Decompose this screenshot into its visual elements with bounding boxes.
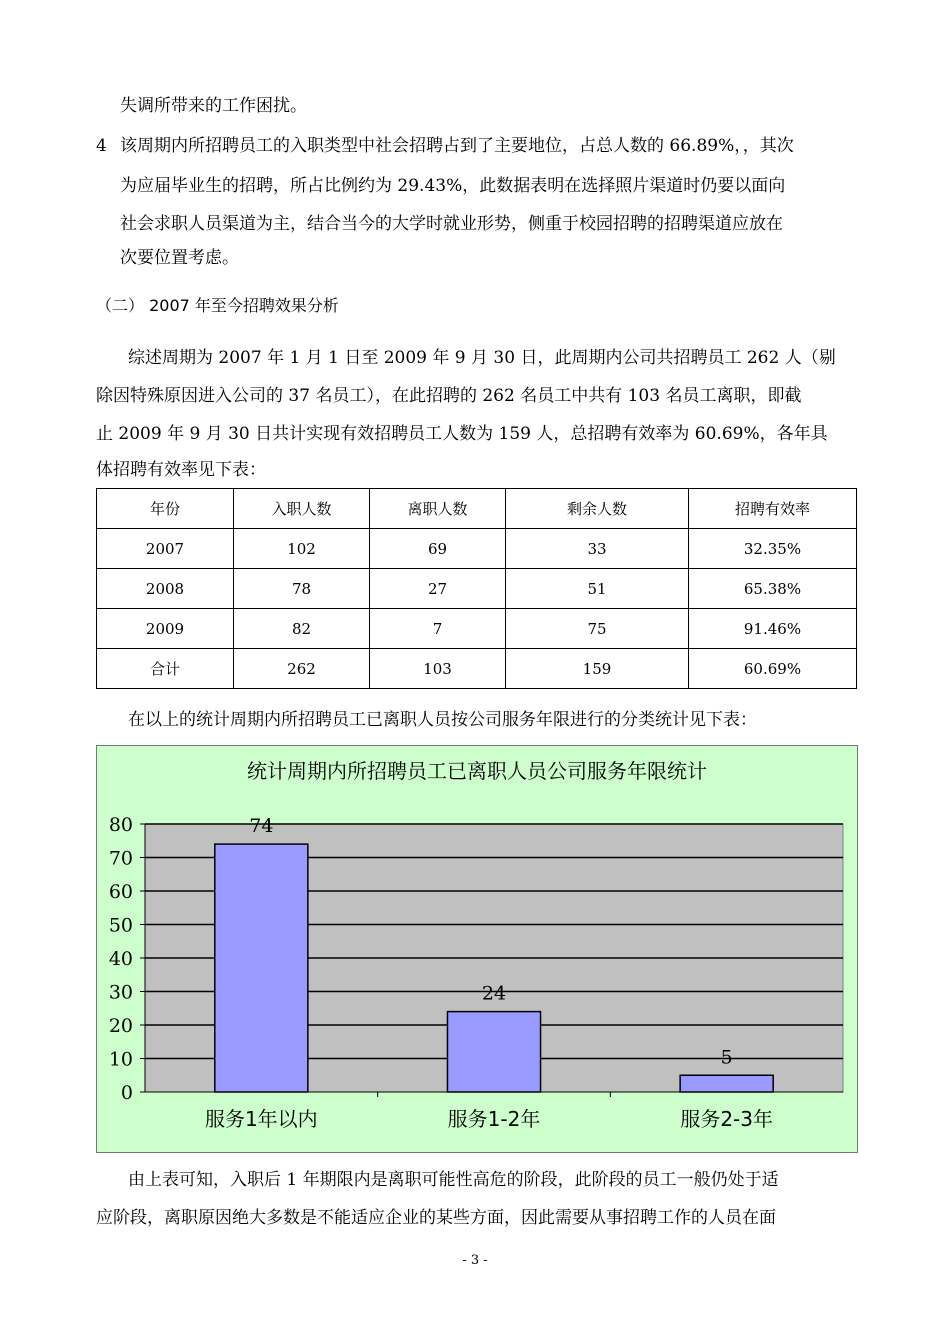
table-cell: 33: [506, 529, 689, 569]
y-tick-label: 70: [108, 847, 133, 870]
table-header-row: [97, 489, 857, 529]
table-header-cell: 招聘有效率: [689, 489, 857, 529]
bar-chart-svg: [97, 746, 857, 1152]
y-tick-label: 20: [108, 1015, 133, 1037]
x-tick-label: 服务1-2年: [447, 1107, 541, 1131]
table-cell: 60.69%: [689, 649, 857, 689]
table-cell: 2009: [97, 609, 234, 649]
y-tick-label: 10: [108, 1048, 133, 1071]
chart-title: 统计周期内所招聘员工已离职人员公司服务年限统计: [247, 759, 707, 783]
text-line: 应阶段，离职原因绝大多数是不能适应企业的某些方面，因此需要从事招聘工作的人员在面: [96, 1208, 776, 1228]
table-cell: 91.46%: [689, 609, 857, 649]
table-row: [97, 609, 857, 649]
table-cell: 2008: [97, 569, 234, 609]
text-line: 由上表可知，入职后 1 年期限内是离职可能性高危的阶段，此阶段的员工一般仍处于适: [128, 1170, 779, 1190]
text-line: 综述周期为 2007 年 1 月 1 日至 2009 年 9 月 30 日，此周期内公司共招聘员工 262 人（剔: [128, 348, 836, 368]
table-cell: 69: [370, 529, 506, 569]
data-label: 5: [720, 1046, 733, 1069]
table-cell: 102: [234, 529, 370, 569]
recruitment-table: [96, 488, 857, 689]
section-heading: （二） 2007 年至今招聘效果分析: [96, 296, 339, 315]
text-line: 失调所带来的工作困扰。: [120, 96, 307, 116]
table-cell: 2007: [97, 529, 234, 569]
bar: [215, 844, 308, 1092]
data-label: 24: [481, 982, 507, 1005]
table-cell: 78: [234, 569, 370, 609]
table-cell: 51: [506, 569, 689, 609]
table-cell: 103: [370, 649, 506, 689]
table-header-cell: 入职人数: [234, 489, 370, 529]
table-cell: 27: [370, 569, 506, 609]
table-cell: 262: [234, 649, 370, 689]
table-header-cell: 剩余人数: [506, 489, 689, 529]
table-cell: 159: [506, 649, 689, 689]
table-cell: 75: [506, 609, 689, 649]
text-line: 该周期内所招聘员工的入职类型中社会招聘占到了主要地位，占总人数的 66.89%，，其次: [120, 136, 794, 156]
table-row: [97, 529, 857, 569]
bar: [680, 1075, 773, 1092]
text-line: 止 2009 年 9 月 30 日共计实现有效招聘员工人数为 159 人，总招聘有效率为 60.69%，各年具: [96, 424, 828, 444]
y-tick-label: 80: [108, 814, 133, 836]
table-header-cell: 年份: [97, 489, 234, 529]
table-row: [97, 569, 857, 609]
list-number: 4: [96, 136, 107, 156]
table-row: [97, 649, 857, 689]
bar-chart: [96, 745, 858, 1153]
y-tick-label: 40: [108, 948, 133, 970]
text-line: 社会求职人员渠道为主，结合当今的大学时就业形势，侧重于校园招聘的招聘渠道应放在: [120, 214, 783, 234]
y-tick-label: 60: [108, 881, 133, 903]
page-number: - 3 -: [462, 1253, 488, 1268]
x-tick-label: 服务2-3年: [680, 1107, 774, 1131]
text-line: 除因特殊原因进入公司的 37 名员工），在此招聘的 262 名员工中共有 103 名员工离职，即截: [96, 386, 802, 406]
text-line: 为应届毕业生的招聘，所占比例约为 29.43%，此数据表明在选择照片渠道时仍要以面向: [120, 176, 786, 196]
bar: [447, 1012, 540, 1092]
table-header-cell: 离职人数: [370, 489, 506, 529]
text-line: 次要位置考虑。: [120, 248, 239, 268]
x-tick-label: 服务1年以内: [204, 1107, 318, 1131]
table-cell: 65.38%: [689, 569, 857, 609]
table-cell: 合计: [97, 649, 234, 689]
table-cell: 82: [234, 609, 370, 649]
text-line: 在以上的统计周期内所招聘员工已离职人员按公司服务年限进行的分类统计见下表：: [128, 710, 757, 730]
text-line: 体招聘有效率见下表：: [96, 460, 266, 480]
data-label: 74: [249, 815, 274, 838]
table-cell: 32.35%: [689, 529, 857, 569]
table-cell: 7: [370, 609, 506, 649]
y-tick-label: 30: [108, 981, 133, 1004]
y-tick-label: 50: [108, 914, 133, 937]
y-tick-label: 0: [120, 1082, 133, 1104]
